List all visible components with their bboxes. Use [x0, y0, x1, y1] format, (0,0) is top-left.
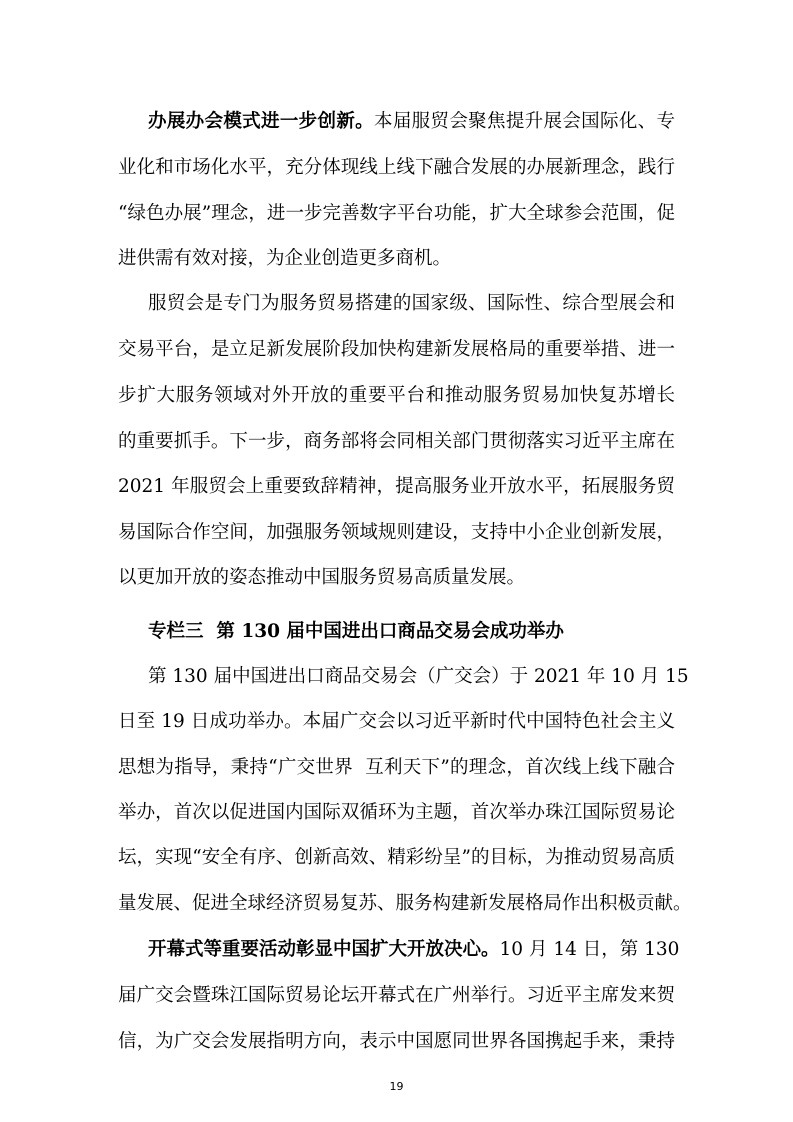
paragraph-line: 信，为广交会发展指明方向，表示中国愿同世界各国携起手来，秉持 [118, 1031, 675, 1052]
paragraph-line: 量发展、促进全球经济贸易复苏、服务构建新发展格局作出积极贡献。 [118, 893, 692, 914]
paragraph-line: 进供需有效对接，为企业创造更多商机。 [118, 248, 452, 269]
section-heading: 专栏三 第 130 届中国进出口商品交易会成功举办 [148, 621, 564, 642]
bold-lead: 开幕式等重要活动彰显中国扩大开放决心。 [148, 939, 500, 960]
paragraph-line: 以更加开放的姿态推动中国服务贸易高质量发展。 [118, 567, 526, 588]
paragraph-line: 思想为指导，秉持“广交世界 互利天下”的理念，首次线上线下融合 [118, 757, 675, 778]
page-number: 19 [389, 1080, 404, 1093]
paragraph-line: 举办，首次以促进国内国际双循环为主题，首次举办珠江国际贸易论 [118, 802, 675, 823]
paragraph-line: 坛，实现“安全有序、创新高效、精彩纷呈”的目标，为推动贸易高质 [118, 847, 675, 868]
paragraph-line: 的重要抓手。下一步，商务部将会同相关部门贯彻落实习近平主席在 [118, 431, 675, 452]
paragraph-line: 易国际合作空间，加强服务领域规则建设，支持中小企业创新发展， [118, 522, 675, 543]
paragraph-line: 步扩大服务领域对外开放的重要平台和推动服务贸易加快复苏增长 [118, 385, 675, 406]
bold-lead: 办展办会模式进一步创新。 [148, 111, 374, 132]
paragraph-line: 业化和市场化水平，充分体现线上线下融合发展的办展新理念，践行 [118, 157, 675, 178]
paragraph-line: 交易平台，是立足新发展阶段加快构建新发展格局的重要举措、进一 [118, 339, 675, 360]
paragraph-line: 开幕式等重要活动彰显中国扩大开放决心。10 月 14 日，第 130 [148, 939, 680, 960]
paragraph-line: 届广交会暨珠江国际贸易论坛开幕式在广州举行。习近平主席发来贺 [118, 985, 675, 1006]
paragraph-line: 办展办会模式进一步创新。本届服贸会聚焦提升展会国际化、专 [148, 111, 675, 132]
paragraph-line: “绿色办展”理念，进一步完善数字平台功能，扩大全球参会范围，促 [118, 203, 675, 224]
paragraph-line: 第 130 届中国进出口商品交易会（广交会）于 2021 年 10 月 15 [148, 666, 689, 687]
paragraph-line: 2021 年服贸会上重要致辞精神，提高服务业开放水平，拓展服务贸 [118, 476, 675, 497]
paragraph-line: 日至 19 日成功举办。本届广交会以习近平新时代中国特色社会主义 [118, 711, 675, 732]
paragraph-line: 服贸会是专门为服务贸易搭建的国家级、国际性、综合型展会和 [148, 293, 675, 314]
